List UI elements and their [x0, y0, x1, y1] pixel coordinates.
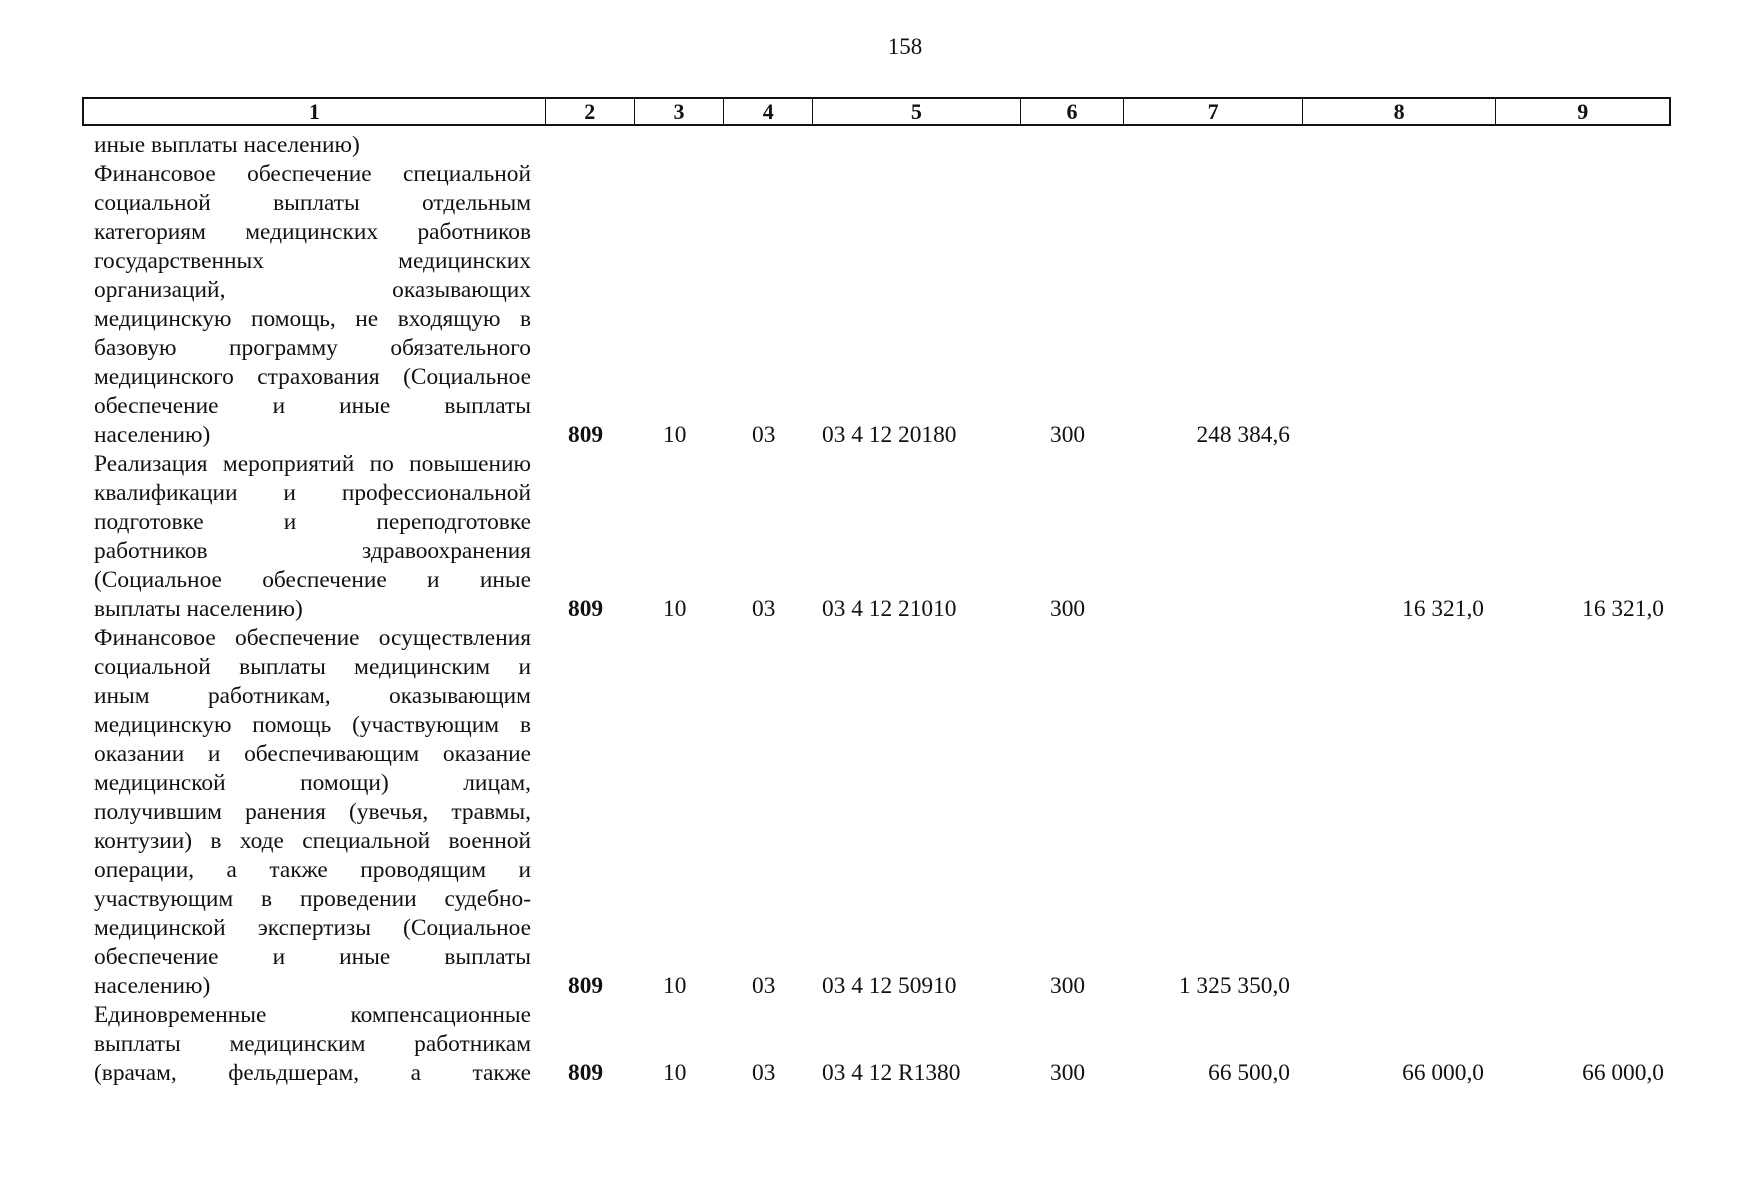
- description-line: Реализация мероприятий по повышению: [94, 451, 531, 477]
- description-line: Единовременные компенсационные: [94, 1002, 531, 1028]
- cell-target-article: 03 4 12 R1380: [822, 1060, 961, 1086]
- description-line: операции, а также проводящим и: [94, 857, 531, 883]
- description-line: квалификации и профессиональной: [94, 480, 531, 506]
- description-line: выплаты медицинским работникам: [94, 1031, 531, 1057]
- header-col-5: 5: [813, 99, 1020, 124]
- header-col-9: 9: [1577, 99, 1589, 124]
- description-line: населению): [94, 973, 211, 999]
- description-line: обеспечение и иные выплаты: [94, 393, 531, 419]
- description-line: работников здравоохранения: [94, 538, 531, 564]
- cell-section: 10: [663, 596, 687, 622]
- description-line: населению): [94, 422, 211, 448]
- table-row: [0, 1001, 1760, 1088]
- cell-expense-type: 300: [1050, 596, 1086, 622]
- description-line: участвующим в проведении судебно-: [94, 886, 531, 912]
- cell-code: 809: [568, 1060, 604, 1086]
- description-line: обеспечение и иные выплаты: [94, 944, 531, 970]
- description-line: медицинской помощи) лицам,: [94, 770, 531, 796]
- cell-amount-year1: 1 325 350,0: [1178, 973, 1290, 999]
- description-line: выплаты населению): [94, 596, 303, 622]
- description-line: медицинского страхования (Социальное: [94, 364, 531, 390]
- cell-target-article: 03 4 12 21010: [822, 596, 957, 622]
- cell-expense-type: 300: [1050, 973, 1086, 999]
- description-line: медицинской экспертизы (Социальное: [94, 915, 531, 941]
- cell-amount-year1: 248 384,6: [1196, 422, 1290, 448]
- cell-expense-type: 300: [1050, 1060, 1086, 1086]
- cell-expense-type: 300: [1050, 422, 1086, 448]
- description-line: организаций, оказывающих: [94, 277, 531, 303]
- description-line: медицинскую помощь (участвующим в: [94, 712, 531, 738]
- description-line: социальной выплаты отдельным: [94, 190, 531, 216]
- description-line: иным работникам, оказывающим: [94, 683, 531, 709]
- row-description: [94, 450, 531, 624]
- cell-code: 809: [568, 422, 604, 448]
- description-line: категориям медицинских работников: [94, 219, 531, 245]
- row-description: [94, 1001, 531, 1088]
- cell-amount-year2: 16 321,0: [1402, 596, 1484, 622]
- cell-section: 10: [663, 973, 687, 999]
- header-col-4: 4: [724, 99, 813, 124]
- header-col-6: 6: [1021, 99, 1125, 124]
- description-line: (Социальное обеспечение и иные: [94, 567, 531, 593]
- cell-section: 10: [663, 1060, 687, 1086]
- description-line: государственных медицинских: [94, 248, 531, 274]
- description-line: получившим ранения (увечья, травмы,: [94, 799, 531, 825]
- row-description: [94, 131, 531, 160]
- description-line: иные выплаты населению): [94, 132, 360, 158]
- description-line: оказании и обеспечивающим оказание: [94, 741, 531, 767]
- header-col-2: 2: [546, 99, 635, 124]
- cell-amount-year1: 66 500,0: [1208, 1060, 1290, 1086]
- description-line: (врачам, фельдшерам, а также: [94, 1060, 531, 1086]
- table-row: [0, 624, 1760, 1001]
- cell-amount-year3: 66 000,0: [1582, 1060, 1664, 1086]
- description-line: базовую программу обязательного: [94, 335, 531, 361]
- cell-subsection: 03: [752, 1060, 776, 1086]
- row-description: [94, 624, 531, 1001]
- description-line: Финансовое обеспечение специальной: [94, 161, 531, 187]
- table-header: [82, 97, 1671, 126]
- description-line: Финансовое обеспечение осуществления: [94, 625, 531, 651]
- cell-code: 809: [568, 596, 604, 622]
- cell-amount-year3: 16 321,0: [1582, 596, 1664, 622]
- header-col-7: 7: [1124, 99, 1303, 124]
- header-col-1: 1: [84, 99, 546, 124]
- cell-subsection: 03: [752, 596, 776, 622]
- cell-section: 10: [663, 422, 687, 448]
- cell-target-article: 03 4 12 20180: [822, 422, 957, 448]
- header-col-3: 3: [635, 99, 725, 124]
- header-col-8: 8: [1303, 99, 1497, 124]
- cell-code: 809: [568, 973, 604, 999]
- row-description: [94, 160, 531, 450]
- cell-target-article: 03 4 12 50910: [822, 973, 957, 999]
- page-number: 158: [887, 34, 923, 59]
- cell-subsection: 03: [752, 973, 776, 999]
- description-line: контузии) в ходе специальной военной: [94, 828, 531, 854]
- description-line: медицинскую помощь, не входящую в: [94, 306, 531, 332]
- table-row: [0, 450, 1760, 624]
- description-line: социальной выплаты медицинским и: [94, 654, 531, 680]
- table-row: [0, 160, 1760, 450]
- cell-amount-year2: 66 000,0: [1402, 1060, 1484, 1086]
- table-row: [0, 131, 1760, 160]
- cell-subsection: 03: [752, 422, 776, 448]
- description-line: подготовке и переподготовке: [94, 509, 531, 535]
